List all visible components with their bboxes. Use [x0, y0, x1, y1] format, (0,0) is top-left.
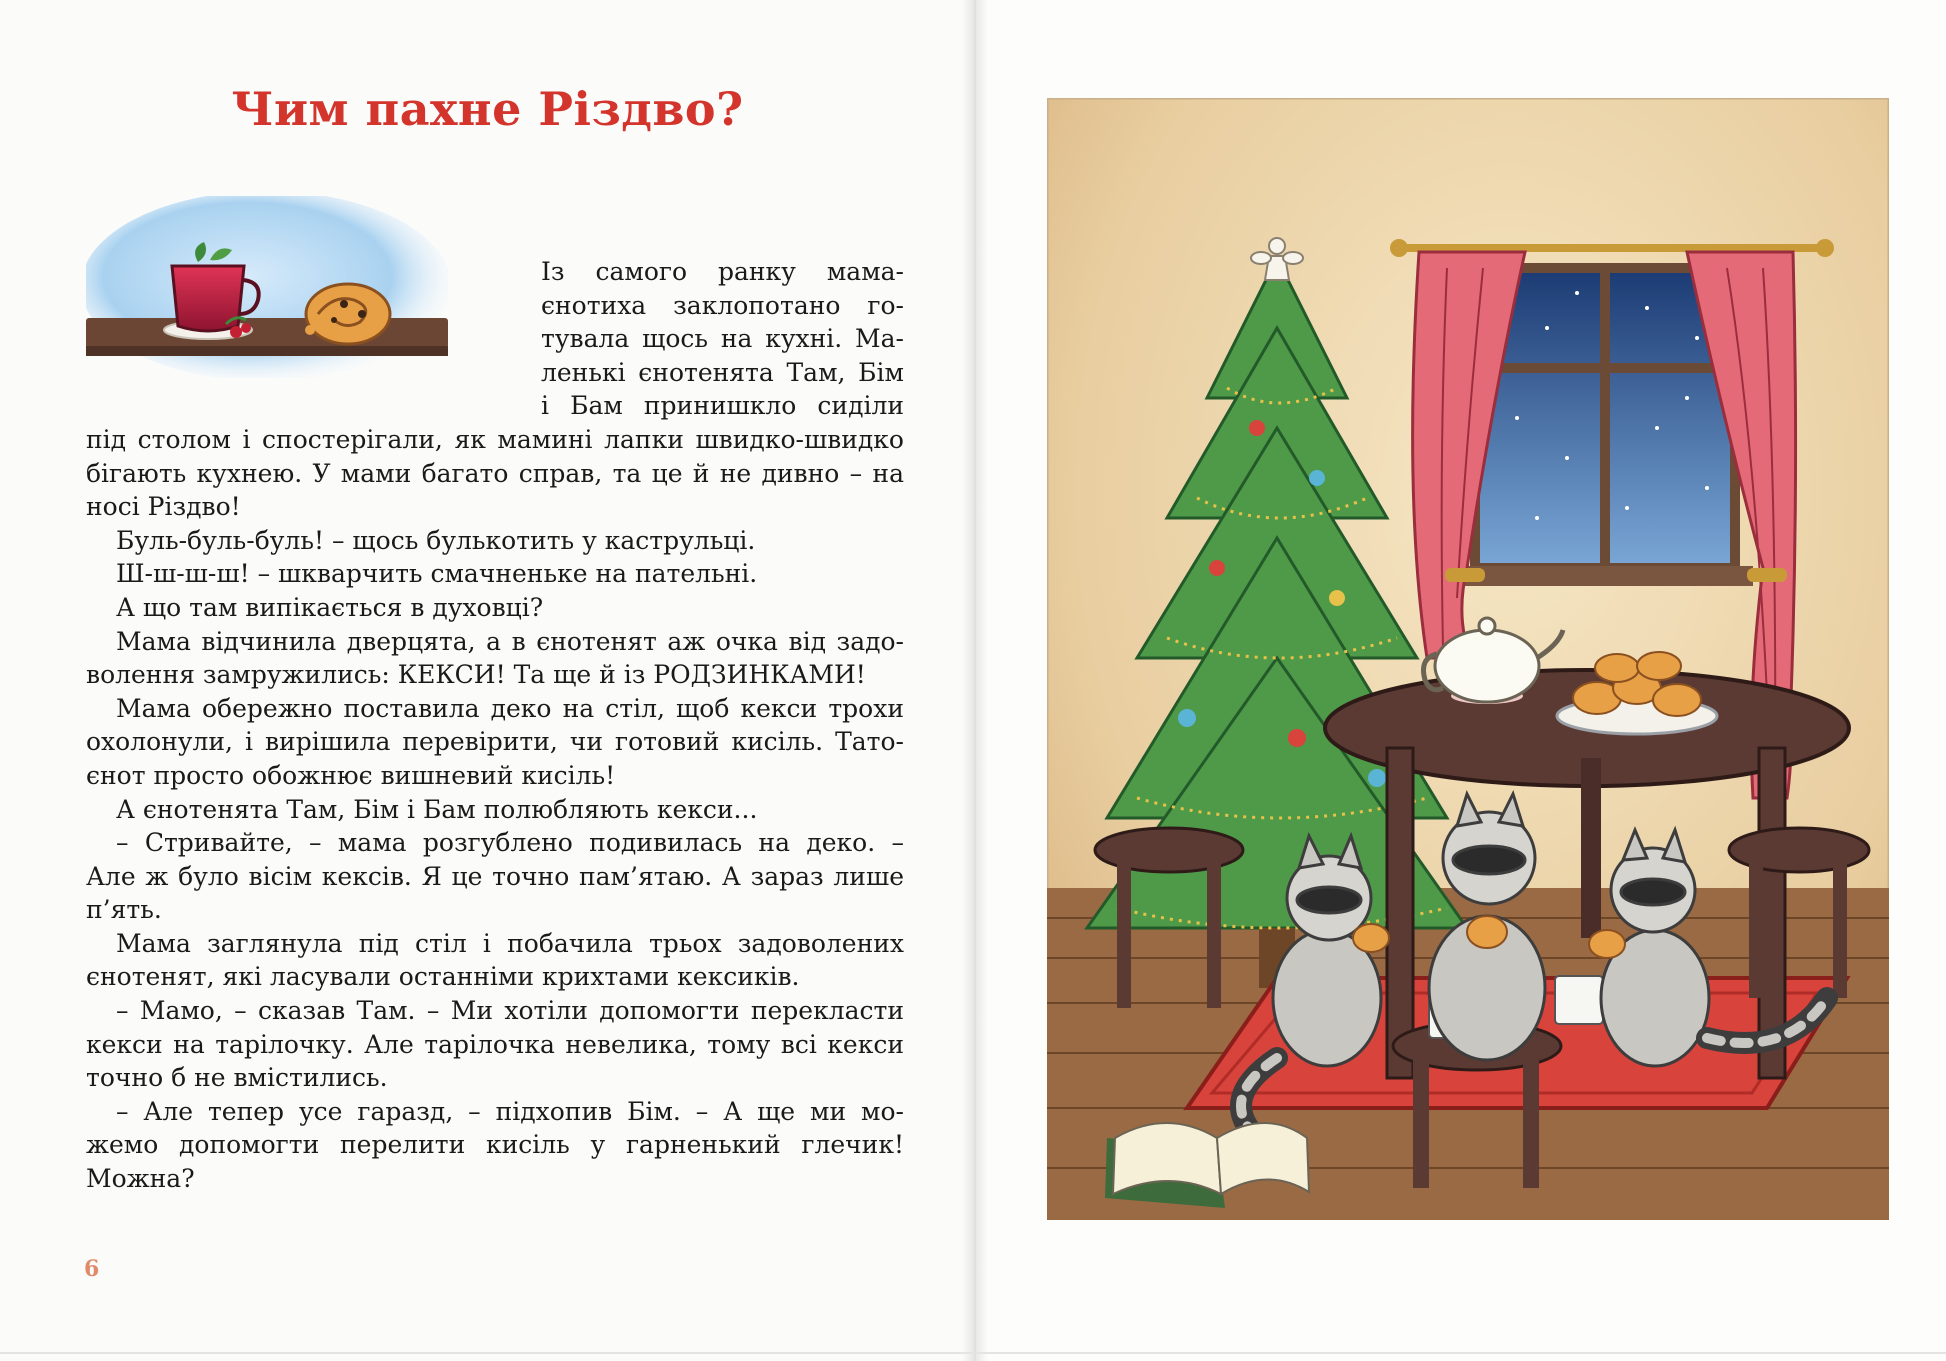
page-edge: [0, 1352, 1946, 1354]
text-line: Із самого ранку мама-: [541, 257, 904, 286]
text-line: кекси на тарілочку. Але тарілочка невелика, тому всі кекси: [86, 1029, 904, 1059]
text-line: носі Різдво!: [86, 492, 241, 522]
story-title: Чим пахне Різдво?: [231, 82, 744, 136]
text-line: єнотенят, які ласували останніми крихтами кексиків.: [86, 962, 800, 992]
text-line: єнотиха заклопотано го-: [541, 290, 904, 320]
text-line: ленькі єнотенята Там, Бім: [541, 357, 904, 387]
text-line: Мама відчинила дверцята, а в єнотенят аж очка від задо-: [116, 626, 904, 656]
text-line: А що там випікається в духовці?: [116, 592, 544, 622]
text-line: Але ж було вісім кексів. Я це точно пам’ятаю. А зараз лише: [86, 861, 904, 891]
text-line: Буль-буль-буль! – щось булькотить у каструльці.: [116, 525, 756, 555]
text-line: жемо допомогти перелити кисіль у гарненький глечик!: [86, 1130, 904, 1160]
text-line: Мама заглянула під стіл і побачила трьох задоволених: [116, 928, 904, 958]
text-line: Можна?: [86, 1164, 195, 1194]
text-line: – Мамо, – сказав Там. – Ми хотіли допомогти перекласти: [116, 996, 904, 1026]
text-line: охолонули, і вирішила перевірити, чи готовий кисіль. Тато-: [86, 727, 904, 757]
text-line: точно б не вмістились.: [86, 1063, 388, 1093]
page-number: 6: [84, 1256, 100, 1282]
text-line: і Бам принишкло сиділи: [541, 391, 904, 421]
raccoons-christmas-scene-icon: [1047, 98, 1889, 1220]
text-line: Ш-ш-ш-ш! – шкварчить смачненьке на пательні.: [116, 559, 758, 589]
text-line: волення замружились: КЕКСИ! Та ще й із РОДЗИНКАМИ!: [86, 660, 866, 690]
text-line: тувала щось на кухні. Ма-: [541, 324, 904, 354]
text-line: єнот просто обожнює вишневий кисіль!: [86, 760, 616, 790]
story-text: [86, 255, 904, 1196]
text-line: під столом і спостерігали, як мамині лапки швидко-швидко: [86, 424, 904, 454]
text-line: – Але тепер усе гаразд, – підхопив Бім. – А ще ми мо-: [116, 1096, 904, 1126]
text-line: – Стривайте, – мама розгублено подивилась на деко. –: [116, 828, 904, 858]
text-line: бігають кухнею. У мами багато справ, та це й не дивно – на: [86, 458, 904, 488]
text-line: Мама обережно поставила деко на стіл, щоб кекси трохи: [116, 693, 904, 723]
text-line: п’ять.: [86, 895, 162, 925]
book-gutter: [962, 0, 988, 1361]
text-line: А єнотенята Там, Бім і Бам полюбляють кекси...: [116, 794, 758, 824]
